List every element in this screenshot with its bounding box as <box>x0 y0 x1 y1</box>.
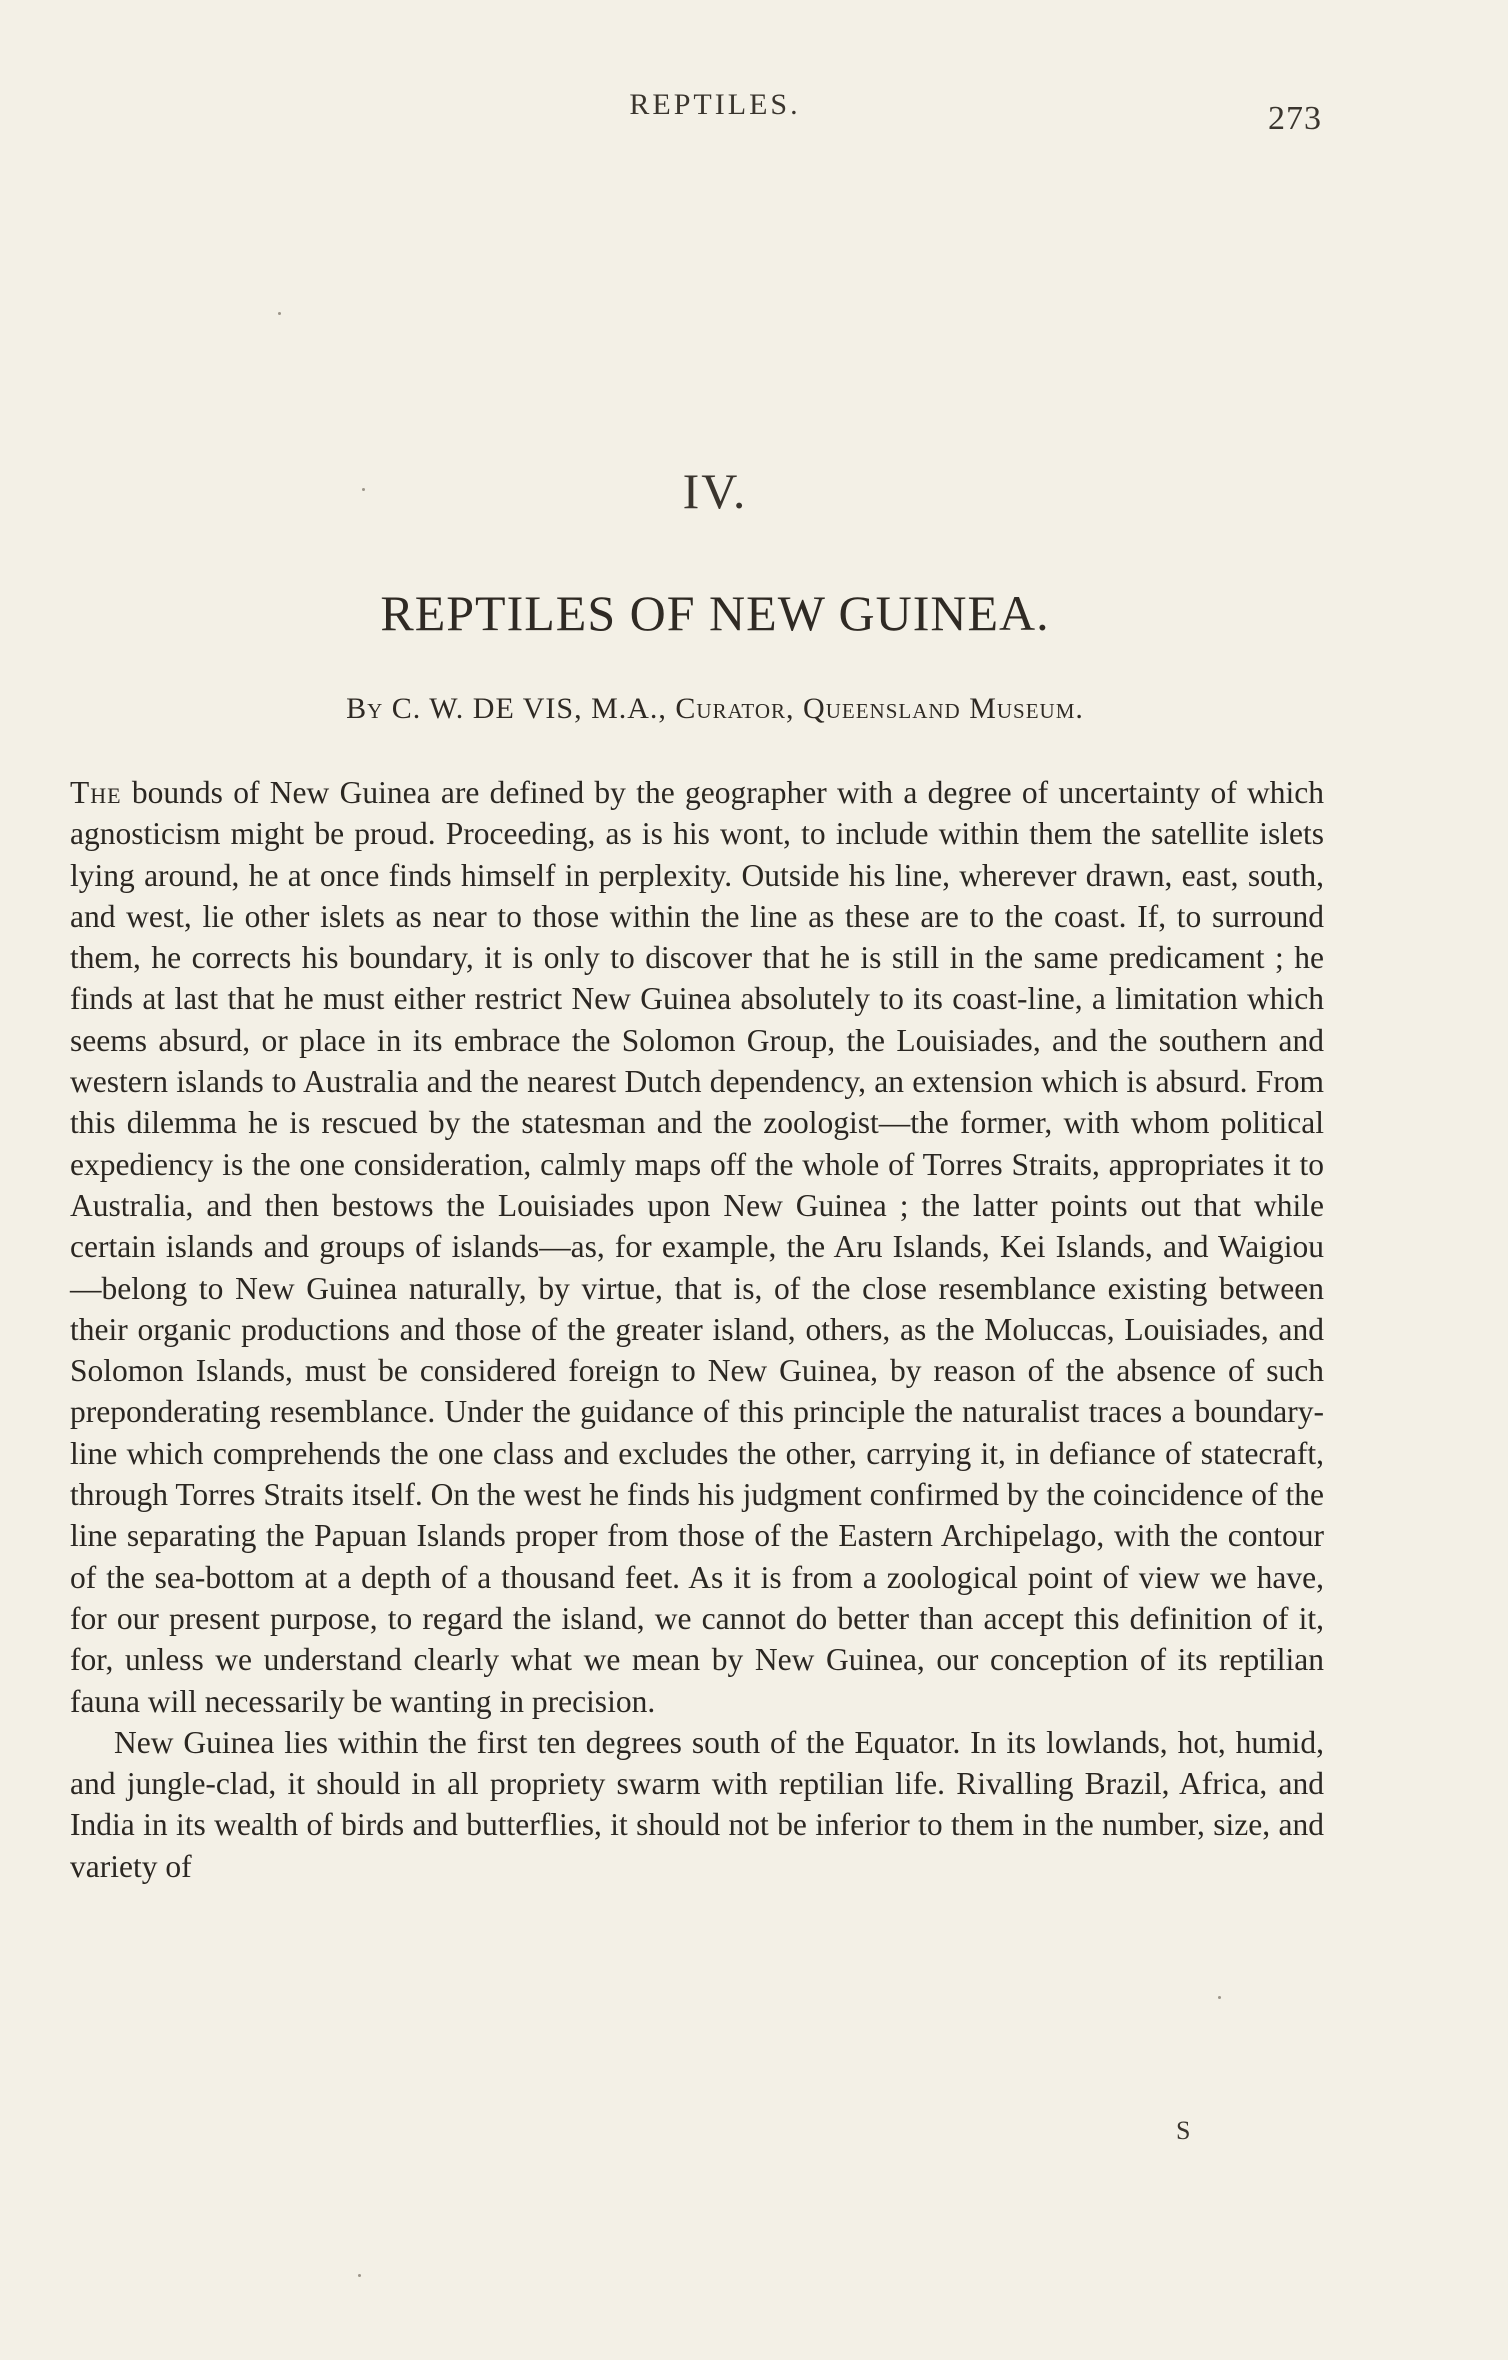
chapter-number: IV. <box>682 463 748 519</box>
running-head: REPTILES. <box>629 88 801 121</box>
article-body <box>70 772 1324 1887</box>
paragraph-1 <box>70 772 1324 1722</box>
lead-word: The <box>70 775 122 810</box>
signature-mark: S <box>1176 2116 1191 2145</box>
page-number: 273 <box>1268 100 1322 137</box>
paper-speck <box>362 488 365 491</box>
paragraph-2 <box>70 1722 1324 1887</box>
paragraph-1-text: bounds of New Guinea are defined by the geographer with a degree of uncertainty of which agnosticism might be proud. Proceeding, as is his wont, to include within them the satellite islets lying around, he at once finds himself in perplexity. Outside his line, wherever drawn, east, south, and west, lie other islets as near to those within the line as these are to the coast. If, to surround them, he corrects his boundary, it is only to discover that he is still in the same predicament ; he finds at last that he must either restrict New Guinea absolutely to its coast-line, a limitation which seems absurd, or place in its embrace the Solomon Group, the Louisiades, and the southern and western islands to Australia and the nearest Dutch dependency, an extension which is absurd. From this dilemma he is rescued by the statesman and the zoologist—the former, with whom political expediency is the one consideration, calmly maps off the whole of Torres Straits, appropriates it to Australia, and then bestows the Louisiades upon New Guinea ; the latter points out that while certain islands and groups of islands—as, for example, the Aru Islands, Kei Islands, and Waigiou —belong to New Guinea naturally, by virtue, that is, of the close resemblance existing between their organic productions and those of the greater island, others, as the Moluccas, Louisiades, and Solomon Islands, must be considered foreign to New Guinea, by reason of the absence of such preponderating resemblance. Under the guidance of this principle the naturalist traces a boundary-line which comprehends the one class and excludes the other, carrying it, in defiance of statecraft, through Torres Straits itself. On the west he finds his judgment confirmed by the coincidence of the line separating the Papuan Islands proper from those of the Eastern Archipelago, with the contour of the sea-bottom at a depth of a thousand feet. As it is from a zoological point of view we have, for our present purpose, to regard the island, we cannot do better than accept this definition of it, for, unless we understand clearly what we mean by New Guinea, our conception of its reptilian fauna will necessarily be wanting in precision. <box>70 775 1324 1719</box>
paragraph-2-text: New Guinea lies within the first ten degrees south of the Equator. In its lowlands, hot, humid, and jungle-clad, it should in all propriety swarm with reptilian life. Rivalling Brazil, Africa, and India in its wealth of birds and butterflies, it should not be inferior to them in the number, size, and variety of <box>70 1724 1324 1884</box>
paper-speck <box>358 2274 361 2277</box>
paper-speck <box>1218 1996 1221 1999</box>
article-title: REPTILES OF NEW GUINEA. <box>380 585 1050 641</box>
paper-speck <box>278 312 281 315</box>
author-byline: By C. W. DE VIS, M.A., Curator, Queensland Museum. <box>346 692 1084 725</box>
